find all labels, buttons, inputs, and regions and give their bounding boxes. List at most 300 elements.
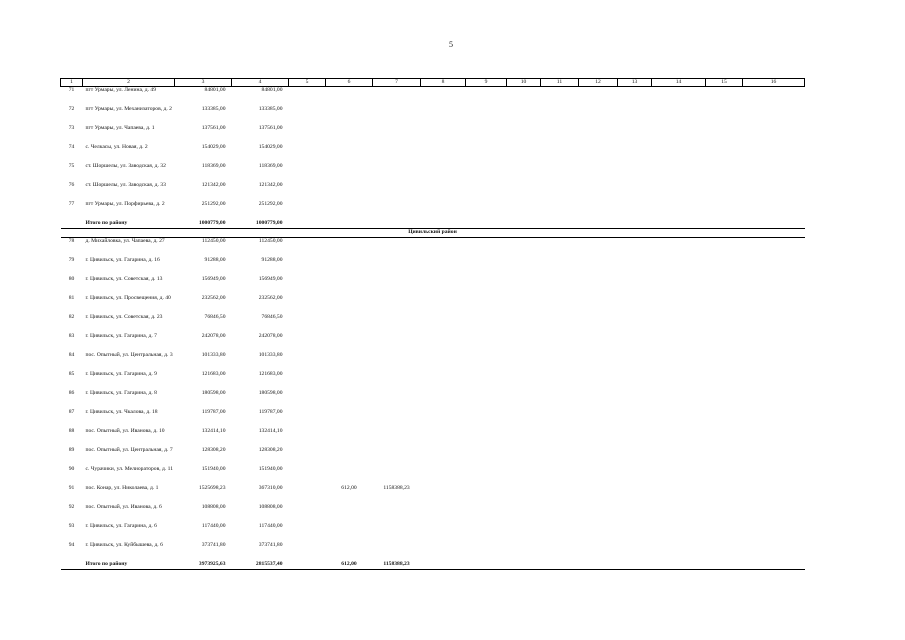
row-col-5 <box>289 201 326 220</box>
row-col-3: 242078,00 <box>201 333 226 339</box>
row-col-3: 1525698,23 <box>198 485 226 491</box>
row-col-16 <box>743 333 805 352</box>
row-col-5 <box>289 504 326 523</box>
table-row <box>61 182 805 201</box>
row-col-7 <box>373 504 421 523</box>
row-col-12 <box>579 257 618 276</box>
row-col-11 <box>541 276 579 295</box>
row-col-15 <box>706 144 743 163</box>
column-header-9: 9 <box>466 79 507 87</box>
row-col-8 <box>421 295 466 314</box>
row-col-11 <box>541 371 579 390</box>
table-row <box>61 314 805 333</box>
row-col-11 <box>541 447 579 466</box>
row-address: г. Цивильск, ул. Куйбышева, д. 6 <box>85 542 163 548</box>
row-col-6 <box>326 523 373 542</box>
row-col-16 <box>743 87 805 107</box>
total-num-cell <box>61 220 83 229</box>
row-col-8 <box>421 276 466 295</box>
row-address: ст. Шоршелы, ул. Заводская, д. 33 <box>85 182 166 188</box>
row-col-4: 128308,20 <box>258 447 283 453</box>
row-address: г. Цивильск, ул. Советская, д. 23 <box>85 314 163 320</box>
row-col-7 <box>373 447 421 466</box>
row-col-3: 154029,00 <box>201 144 226 150</box>
row-col-4: 121342,00 <box>258 182 283 188</box>
row-col-7 <box>373 542 421 561</box>
row-col-7 <box>373 125 421 144</box>
row-col-13 <box>618 201 652 220</box>
total-col-15 <box>706 220 743 229</box>
row-col-9 <box>466 87 507 107</box>
row-col-7 <box>373 276 421 295</box>
row-col-6: 612,00 <box>341 485 357 491</box>
table-row <box>61 352 805 371</box>
row-col-11 <box>541 352 579 371</box>
row-col-11 <box>541 542 579 561</box>
row-col-10 <box>507 485 541 504</box>
row-col-4: 180598,00 <box>258 390 283 396</box>
row-col-15 <box>706 371 743 390</box>
row-col-6 <box>326 447 373 466</box>
row-col-10 <box>507 163 541 182</box>
row-col-10 <box>507 314 541 333</box>
table-row <box>61 333 805 352</box>
row-col-4: 119787,00 <box>258 409 283 415</box>
row-col-8 <box>421 390 466 409</box>
row-col-14 <box>652 428 706 447</box>
row-col-5 <box>289 371 326 390</box>
row-col-9 <box>466 238 507 258</box>
total-col-8 <box>421 220 466 229</box>
row-col-12 <box>579 371 618 390</box>
row-col-13 <box>618 144 652 163</box>
row-col-9 <box>466 333 507 352</box>
row-col-12 <box>579 87 618 107</box>
row-col-9 <box>466 257 507 276</box>
total-col-11 <box>541 220 579 229</box>
row-col-8 <box>421 485 466 504</box>
row-number: 76 <box>68 182 75 188</box>
row-col-6 <box>326 542 373 561</box>
row-col-4: 112450,00 <box>258 238 283 244</box>
total-col-3: 3973925,63 <box>175 561 232 570</box>
row-col-4: 76846,50 <box>261 314 283 320</box>
row-col-11 <box>541 523 579 542</box>
table-row <box>61 428 805 447</box>
row-col-3: 108808,00 <box>201 504 226 510</box>
row-number: 81 <box>68 295 75 301</box>
row-col-11 <box>541 428 579 447</box>
row-col-15 <box>706 201 743 220</box>
row-number: 89 <box>68 447 75 453</box>
row-col-16 <box>743 542 805 561</box>
column-header-14: 14 <box>652 79 706 87</box>
table-row <box>61 466 805 485</box>
row-col-4: 121683,00 <box>258 371 283 377</box>
row-col-11 <box>541 485 579 504</box>
row-col-5 <box>289 144 326 163</box>
row-col-10 <box>507 106 541 125</box>
row-col-3: 76846,50 <box>204 314 226 320</box>
table-row <box>61 447 805 466</box>
row-col-15 <box>706 295 743 314</box>
row-col-6 <box>326 504 373 523</box>
row-col-3: 101333,80 <box>201 352 226 358</box>
total-col-9 <box>466 220 507 229</box>
row-col-7 <box>373 144 421 163</box>
row-col-3: 84801,00 <box>204 87 226 93</box>
column-header-3: 3 <box>175 79 232 87</box>
row-col-12 <box>579 163 618 182</box>
row-col-13 <box>618 276 652 295</box>
row-col-8 <box>421 409 466 428</box>
row-col-6 <box>326 144 373 163</box>
row-col-14 <box>652 182 706 201</box>
row-col-12 <box>579 428 618 447</box>
table-row <box>61 87 805 107</box>
page-number: 5 <box>449 40 453 49</box>
row-col-4: 367310,00 <box>258 485 283 491</box>
row-col-15 <box>706 87 743 107</box>
row-address: пос. Опытный, ул. Иванова, д. 6 <box>85 504 162 510</box>
row-col-16 <box>743 201 805 220</box>
row-col-10 <box>507 390 541 409</box>
row-col-5 <box>289 314 326 333</box>
row-number: 91 <box>68 485 75 491</box>
row-col-13 <box>618 409 652 428</box>
row-col-16 <box>743 428 805 447</box>
row-col-12 <box>579 314 618 333</box>
row-col-8 <box>421 523 466 542</box>
row-col-4: 154029,00 <box>258 144 283 150</box>
row-col-5 <box>289 87 326 107</box>
row-col-8 <box>421 333 466 352</box>
table-row <box>61 542 805 561</box>
row-number: 93 <box>68 523 75 529</box>
row-col-13 <box>618 466 652 485</box>
row-col-4: 137561,00 <box>258 125 283 131</box>
table-row <box>61 504 805 523</box>
row-col-5 <box>289 485 326 504</box>
row-col-3: 251292,00 <box>201 201 226 207</box>
total-col-10 <box>507 561 541 570</box>
row-number: 82 <box>68 314 75 320</box>
row-col-6 <box>326 182 373 201</box>
row-col-14 <box>652 390 706 409</box>
table-row <box>61 485 805 504</box>
row-address: г. Цивильск, ул. Гагарина, д. 8 <box>85 390 157 396</box>
row-col-14 <box>652 257 706 276</box>
row-col-5 <box>289 276 326 295</box>
column-number-header <box>61 79 805 87</box>
column-header-1: 1 <box>61 79 83 87</box>
row-col-11 <box>541 106 579 125</box>
row-col-9 <box>466 409 507 428</box>
row-col-13 <box>618 352 652 371</box>
total-col-8 <box>421 561 466 570</box>
row-col-6 <box>326 201 373 220</box>
row-col-4: 91288,00 <box>261 257 283 263</box>
row-col-7 <box>373 428 421 447</box>
row-col-3: 180598,00 <box>201 390 226 396</box>
row-col-7 <box>373 333 421 352</box>
table-row <box>61 106 805 125</box>
row-col-12 <box>579 144 618 163</box>
row-col-9 <box>466 182 507 201</box>
row-col-9 <box>466 371 507 390</box>
row-col-8 <box>421 466 466 485</box>
row-col-5 <box>289 352 326 371</box>
table-row <box>61 163 805 182</box>
column-header-7: 7 <box>373 79 421 87</box>
row-col-15 <box>706 276 743 295</box>
row-col-12 <box>579 295 618 314</box>
row-col-9 <box>466 523 507 542</box>
row-col-6 <box>326 390 373 409</box>
row-col-7 <box>373 106 421 125</box>
row-number: 73 <box>68 125 75 131</box>
row-col-5 <box>289 333 326 352</box>
row-col-15 <box>706 390 743 409</box>
row-col-15 <box>706 257 743 276</box>
row-col-4: 151940,00 <box>258 466 283 472</box>
row-col-11 <box>541 295 579 314</box>
row-col-15 <box>706 125 743 144</box>
row-col-6 <box>326 276 373 295</box>
row-col-12 <box>579 182 618 201</box>
row-col-3: 156949,00 <box>201 276 226 282</box>
row-col-5 <box>289 106 326 125</box>
row-col-11 <box>541 466 579 485</box>
row-col-12 <box>579 125 618 144</box>
total-col-7 <box>373 220 421 229</box>
row-col-4: 118369,00 <box>258 163 283 169</box>
row-col-12 <box>579 352 618 371</box>
row-col-10 <box>507 447 541 466</box>
row-col-8 <box>421 144 466 163</box>
row-col-13 <box>618 333 652 352</box>
column-header-12: 12 <box>579 79 618 87</box>
row-col-8 <box>421 201 466 220</box>
row-col-14 <box>652 144 706 163</box>
row-col-7 <box>373 371 421 390</box>
row-col-16 <box>743 409 805 428</box>
row-col-6 <box>326 333 373 352</box>
row-col-13 <box>618 295 652 314</box>
row-col-16 <box>743 371 805 390</box>
row-col-16 <box>743 295 805 314</box>
row-number: 88 <box>68 428 75 434</box>
row-col-13 <box>618 238 652 258</box>
row-col-3: 118369,00 <box>201 163 226 169</box>
row-col-3: 117440,00 <box>201 523 226 529</box>
row-col-13 <box>618 106 652 125</box>
row-col-13 <box>618 485 652 504</box>
total-col-5 <box>289 220 326 229</box>
row-col-10 <box>507 409 541 428</box>
row-col-13 <box>618 314 652 333</box>
row-col-14 <box>652 371 706 390</box>
row-number: 72 <box>68 106 75 112</box>
data-table <box>60 78 805 570</box>
row-col-5 <box>289 447 326 466</box>
row-col-13 <box>618 428 652 447</box>
row-col-3: 112450,00 <box>201 238 226 244</box>
row-col-5 <box>289 257 326 276</box>
row-col-16 <box>743 504 805 523</box>
row-col-13 <box>618 447 652 466</box>
table-row <box>61 371 805 390</box>
row-col-9 <box>466 163 507 182</box>
row-number: 87 <box>68 409 75 415</box>
row-col-6 <box>326 125 373 144</box>
row-col-12 <box>579 409 618 428</box>
row-address: ст. Шоршелы, ул. Заводская, д. 32 <box>85 163 166 169</box>
row-col-6 <box>326 257 373 276</box>
total-col-13 <box>618 561 652 570</box>
row-col-8 <box>421 238 466 258</box>
row-col-6 <box>326 466 373 485</box>
row-col-5 <box>289 182 326 201</box>
row-col-7 <box>373 257 421 276</box>
row-col-8 <box>421 428 466 447</box>
row-number: 86 <box>68 390 75 396</box>
total-col-15 <box>706 561 743 570</box>
row-col-8 <box>421 125 466 144</box>
row-col-11 <box>541 257 579 276</box>
row-col-4: 156949,00 <box>258 276 283 282</box>
row-number: 85 <box>68 371 75 377</box>
row-col-14 <box>652 352 706 371</box>
row-col-3: 119787,00 <box>201 409 226 415</box>
row-col-8 <box>421 504 466 523</box>
row-col-14 <box>652 504 706 523</box>
row-col-11 <box>541 390 579 409</box>
section-header-row <box>61 229 805 238</box>
row-col-14 <box>652 295 706 314</box>
row-col-10 <box>507 257 541 276</box>
total-col-14 <box>652 561 706 570</box>
row-col-14 <box>652 201 706 220</box>
row-col-7 <box>373 87 421 107</box>
row-col-5 <box>289 163 326 182</box>
row-col-9 <box>466 485 507 504</box>
row-col-9 <box>466 125 507 144</box>
row-col-16 <box>743 466 805 485</box>
row-col-3: 91288,00 <box>204 257 226 263</box>
total-col-5 <box>289 561 326 570</box>
row-col-15 <box>706 504 743 523</box>
row-col-14 <box>652 87 706 107</box>
table-row <box>61 201 805 220</box>
row-col-3: 373741,80 <box>201 542 226 548</box>
row-col-4: 232562,00 <box>258 295 283 301</box>
row-col-12 <box>579 276 618 295</box>
row-col-10 <box>507 201 541 220</box>
row-address: пос. Конар, ул. Николаева, д. 1 <box>85 485 159 491</box>
column-header-13: 13 <box>618 79 652 87</box>
row-col-16 <box>743 352 805 371</box>
row-col-12 <box>579 504 618 523</box>
table-row <box>61 144 805 163</box>
row-col-11 <box>541 163 579 182</box>
row-col-6 <box>326 371 373 390</box>
row-col-7 <box>373 352 421 371</box>
total-row <box>61 561 805 570</box>
row-address: г. Цивильск, ул. Просвещения, д. 40 <box>85 295 171 301</box>
row-col-4: 251292,00 <box>258 201 283 207</box>
row-col-14 <box>652 276 706 295</box>
row-col-15 <box>706 238 743 258</box>
total-col-11 <box>541 561 579 570</box>
row-col-12 <box>579 333 618 352</box>
row-col-5 <box>289 523 326 542</box>
row-col-3: 151940,00 <box>201 466 226 472</box>
row-col-7 <box>373 314 421 333</box>
row-col-9 <box>466 428 507 447</box>
row-address: г. Цивильск, ул. Советская, д. 13 <box>85 276 163 282</box>
row-col-4: 133385,00 <box>258 106 283 112</box>
row-col-15 <box>706 409 743 428</box>
row-col-13 <box>618 163 652 182</box>
row-col-5 <box>289 390 326 409</box>
row-col-14 <box>652 333 706 352</box>
row-col-12 <box>579 106 618 125</box>
row-address: г. Цивильск, ул. Гагарина, д. 9 <box>85 371 157 377</box>
row-col-9 <box>466 144 507 163</box>
row-col-4: 108808,00 <box>258 504 283 510</box>
total-col-12 <box>579 561 618 570</box>
total-col-14 <box>652 220 706 229</box>
row-col-9 <box>466 201 507 220</box>
row-col-16 <box>743 257 805 276</box>
total-col-12 <box>579 220 618 229</box>
row-col-5 <box>289 238 326 258</box>
row-col-4: 101333,80 <box>258 352 283 358</box>
row-col-5 <box>289 542 326 561</box>
row-col-14 <box>652 409 706 428</box>
table-row <box>61 257 805 276</box>
row-col-7 <box>373 182 421 201</box>
row-number: 71 <box>68 87 75 93</box>
column-header-4: 4 <box>232 79 289 87</box>
row-col-11 <box>541 333 579 352</box>
row-col-4: 117440,00 <box>258 523 283 529</box>
row-col-15 <box>706 106 743 125</box>
table-row <box>61 523 805 542</box>
table-row <box>61 390 805 409</box>
row-col-16 <box>743 106 805 125</box>
table-row <box>61 238 805 258</box>
row-col-14 <box>652 485 706 504</box>
row-address: д. Михайловка, ул. Чапаева, д. 27 <box>85 238 165 244</box>
row-col-7 <box>373 390 421 409</box>
row-col-11 <box>541 409 579 428</box>
row-col-7 <box>373 409 421 428</box>
row-col-14 <box>652 542 706 561</box>
total-col-6: 612,00 <box>326 561 373 570</box>
table-row <box>61 295 805 314</box>
row-address: пгт Урмары, ул. Ленина, д. 49 <box>85 87 157 93</box>
total-col-9 <box>466 561 507 570</box>
column-header-8: 8 <box>421 79 466 87</box>
column-header-10: 10 <box>507 79 541 87</box>
row-number: 92 <box>68 504 75 510</box>
row-col-10 <box>507 504 541 523</box>
row-col-8 <box>421 447 466 466</box>
row-col-10 <box>507 333 541 352</box>
row-col-10 <box>507 295 541 314</box>
